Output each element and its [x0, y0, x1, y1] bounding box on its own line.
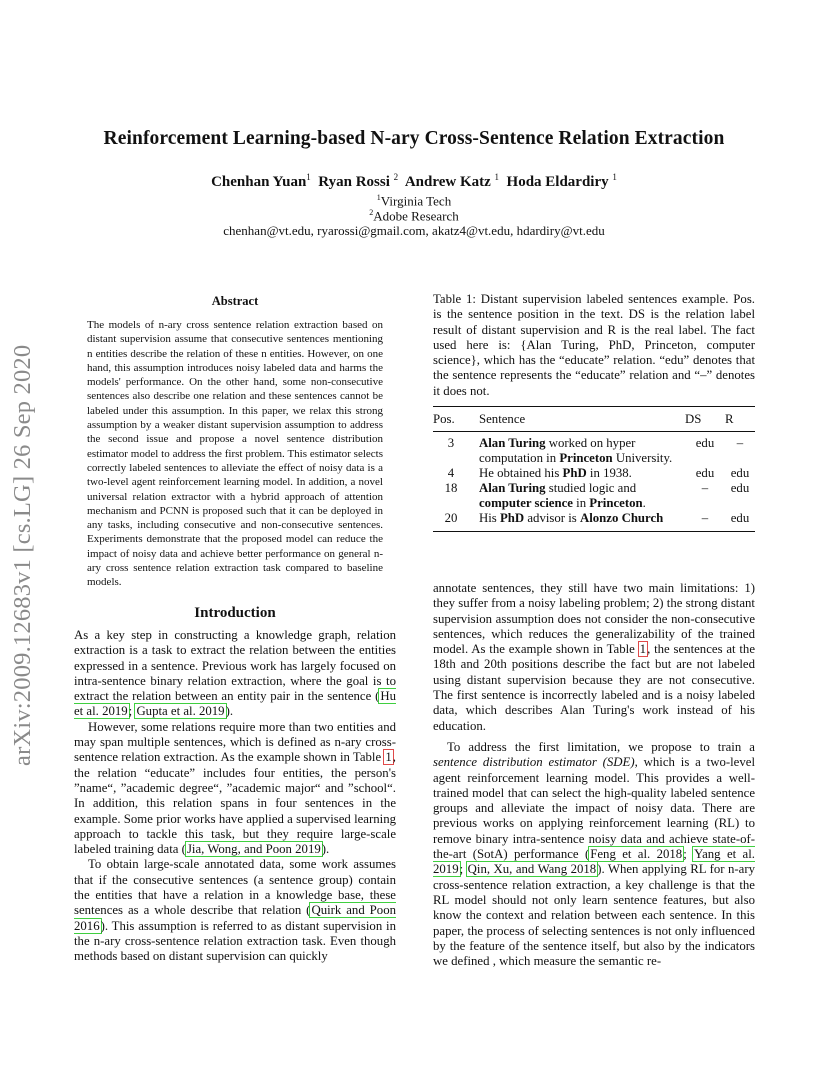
entity-mention: Princeton [589, 496, 643, 510]
sentence-text: worked on hyper computation in [479, 436, 636, 465]
arxiv-stamp-text: arXiv:2009.12683v1 [cs.LG] 26 Sep 2020 [9, 344, 36, 766]
entity-mention: PhD [562, 466, 587, 480]
paragraph-text: ; [459, 862, 467, 877]
cell-position: 20 [433, 511, 469, 532]
cell-real-label: edu [730, 481, 750, 495]
cell-ds-label: edu [695, 436, 715, 450]
sentence-text: advisor is [524, 511, 580, 525]
affiliation [0, 193, 828, 209]
sentence-text: in 1938. [586, 466, 632, 480]
cell-ds-label: – [701, 481, 709, 495]
entity-mention: Alan Turing [479, 436, 546, 450]
table-row [433, 466, 755, 481]
paragraph-text: , which is a two-level agent reinforcement learning model. This provides a well-trained model that can select the high-quality labeled sentence groups and alleviate the impact of noisy data. There are previous works on applying reinforcement learning (RL) to remove binary intra-sentence noisy data and achieve state-of-the-art (SotA) performance ( [433, 755, 755, 862]
author-name: Andrew Katz [404, 174, 491, 190]
paragraph [74, 628, 396, 720]
citation-link[interactable]: Quirk and Poon 2016 [74, 903, 396, 933]
author-name: Hoda Eldardiry [506, 174, 609, 190]
paragraph [433, 740, 755, 969]
paragraph-text: However, some relations require more than two entities and may span multiple sentences, which is defined as n-ary cross-sentence relation extraction. As the example shown in Table [74, 719, 396, 765]
paper-title: Reinforcement Learning-based N-ary Cross-Sentence Relation Extraction [103, 128, 725, 149]
author-name: Ryan Rossi [318, 174, 390, 190]
paragraph-text: ). This assumption is referred to as distant supervision in the n-ary cross-sentence relation extraction task. Even though methods based on distant supervision can quickly [74, 918, 396, 964]
entity-mention: PhD [499, 511, 525, 525]
cell-position: 18 [444, 481, 458, 495]
emphasized-term: sentence distribution estimator (SDE) [433, 755, 635, 770]
left-column-body [74, 628, 396, 965]
author-name: Chenhan Yuan [211, 174, 307, 190]
paragraph-text: ). When applying RL for n-ary cross-sentence relation extraction, a key challenge is that the RL model should not only learn sentence features, but also know the context and relation between each sentence. In this paper, the process of selecting sentences is not only influenced by the feature of the sentence itself, but also by the indicators we defined , which measure the semantic re- [433, 862, 755, 969]
citation-link[interactable]: Qin, Xu, and Wang 2018 [467, 862, 597, 877]
sentence-text: in [572, 496, 590, 510]
citation-link[interactable]: Hu et al. 2019 [74, 689, 396, 719]
citation-link[interactable]: Feng et al. 2018 [590, 847, 683, 862]
column-header: R [725, 407, 755, 432]
table-header-row [433, 407, 755, 432]
paragraph-text: ). [225, 704, 234, 719]
paragraph-text: ; [683, 847, 694, 862]
author-affil-mark: 1 [494, 172, 500, 182]
cell-position: 4 [447, 466, 455, 480]
paragraph-text: To address the first limitation, we propose to train a [447, 739, 755, 754]
citation-link[interactable]: Jia, Wong, and Poon 2019 [186, 842, 321, 857]
cell-sentence [469, 511, 685, 532]
cell-ds-label: edu [695, 466, 715, 480]
paragraph-text: , the sentences at the 18th and 20th positions describe the fact but are not labeled using distant supervision because they are not consecutive. The first sentence is incorrectly labeled and is a noisy labeled data, which describes Alan Turing's work instead of his education. [433, 642, 756, 733]
citation-link[interactable]: Gupta et al. 2019 [136, 704, 225, 719]
cell-ds-label: – [685, 511, 725, 532]
arxiv-stamp [2, 286, 44, 766]
data-table [433, 406, 755, 532]
paragraph [74, 857, 396, 964]
table-row [433, 511, 755, 532]
table-reference-link[interactable]: 1 [385, 750, 392, 765]
paragraph [74, 720, 396, 858]
table-reference-link[interactable]: 1 [639, 642, 647, 657]
citation-link[interactable]: Yang et al. 2019 [433, 847, 755, 877]
paragraph-text: annotate sentences, they still have two main limitations: 1) they suffer from a noisy labeling problem; 2) the strong distant supervision assumption does not consider the non-consecutive sentences, which reduces the generalizability of the trained model. As the example shown in Table [433, 581, 755, 657]
table-caption: Table 1: Distant supervision labeled sentences example. Pos. is the sentence position in the text. DS is the relation label result of distant supervision and R is the real label. The fact used here is: {Alan Turing, PhD, Princeton, computer science}, which has the “educate” relation. “edu” denotes that the sentence represents the “educate” relation and “–” denotes it does not. [433, 292, 755, 398]
entity-mention: Princeton [559, 451, 613, 465]
cell-real-label: edu [725, 511, 755, 532]
paragraph-text: ). [321, 842, 330, 857]
cell-position: 3 [447, 436, 455, 450]
sentence-text: studied logic and [545, 481, 637, 495]
cell-sentence [469, 481, 685, 511]
entity-mention: computer science [479, 496, 573, 510]
cell-real-label: – [736, 436, 744, 450]
entity-mention: Alonzo Church [579, 511, 664, 525]
paragraph-text: , the relation “educate” includes four entities, the person's ”name“, ”academic degree“, ”academic major“ and ”school“. In addition, this relation spans in four sentences in the example. Some prior works have applied a supervised learning approach to tackle this task, but they require large-scale labeled training data ( [74, 750, 396, 857]
entity-mention: Alan Turing [479, 481, 546, 495]
sentence-text: His [479, 511, 500, 525]
cell-sentence [469, 466, 685, 481]
affiliation-name: Adobe Research [373, 208, 459, 224]
author-emails: chenhan@vt.edu, ryarossi@gmail.com, akatz4@vt.edu, hdardiry@vt.edu [223, 223, 605, 238]
affiliation [0, 208, 828, 224]
sentence-text: He obtained his [479, 466, 563, 480]
right-column-body [433, 581, 755, 969]
affiliation-mark: 2 [369, 208, 374, 217]
introduction-heading: Introduction [194, 605, 276, 621]
table-row [433, 432, 755, 467]
affiliation-mark: 1 [376, 193, 381, 202]
sentence-text: University. [612, 451, 673, 465]
sentence-text: . [642, 496, 646, 510]
cell-real-label: edu [730, 466, 750, 480]
author-affil-mark: 2 [393, 172, 399, 182]
abstract-heading: Abstract [211, 294, 259, 308]
column-header: Sentence [469, 407, 685, 432]
abstract-text: The models of n-ary cross sentence relation extraction based on distant supervision assume that consecutive sentences mentioning n entities describe the relation of these n entities. However, on one hand, this assumption introduces noisy labeled data and harms the models' performance. On the other hand, some non-consecutive sentences also describe one relation and these sentences cannot be labeled under this assumption. In this paper, we relax this strong assumption by a weaker distant supervision assumption to address the second issue and propose a novel sentence distribution estimator model to address the first problem. This estimator selects correctly labeled sentences to alleviate the effect of noisy data is a two-level agent reinforcement learning model. In addition, a novel universal relation extractor with a hybrid approach of attention mechanism and PCNN is proposed such that it can be deployed in any tasks, including consecutive and non-consecutive sentences. Experiments demonstrate that the proposed model can reduce the impact of noisy data and achieve better performance on general n-ary cross sentence relation extraction task compared to baseline models. [87, 319, 383, 589]
affiliation-name: Virginia Tech [380, 193, 452, 209]
author-affil-mark: 1 [612, 172, 617, 182]
paragraph [433, 581, 755, 734]
paragraph-text: To obtain large-scale annotated data, some work assumes that if the consecutive sentences (a sentence group) contain the entities that have a relation in a knowledge base, these sentences as a whole describe that relation ( [74, 857, 396, 918]
column-header: Pos. [433, 407, 469, 432]
author-list [0, 172, 828, 191]
paragraph-text: As a key step in constructing a knowledge graph, relation extraction is a task to extract the relation between the entities expressed in a sentence. Previous work has largely focused on intra-sentence binary relation extraction, where the goal is to extract the relation between an entity pair in the sentence ( [74, 628, 396, 704]
paragraph-text: ; [128, 704, 136, 719]
author-affil-mark: 1 [306, 172, 311, 182]
column-header: DS [685, 407, 725, 432]
cell-sentence [469, 432, 685, 467]
table-row [433, 481, 755, 511]
